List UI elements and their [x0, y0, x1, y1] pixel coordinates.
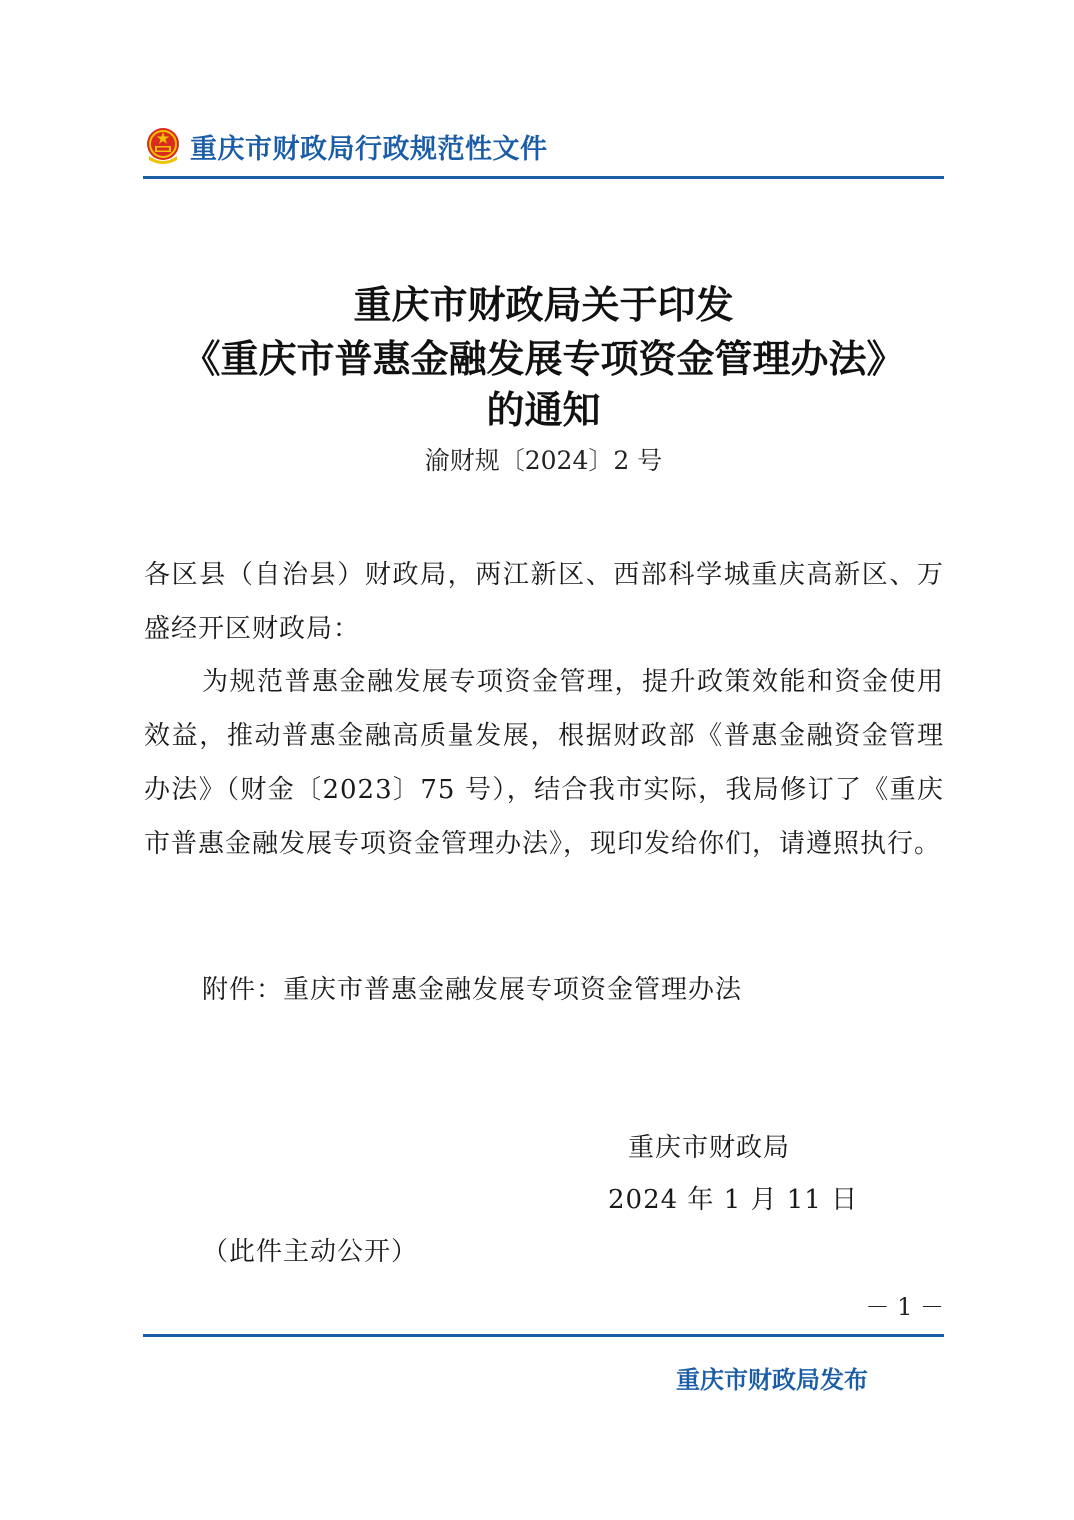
- header-divider: [143, 176, 944, 179]
- body-paragraph: 为规范普惠金融发展专项资金管理，提升政策效能和资金使用效益，推动普惠金融高质量发展，根据财政部《普惠金融资金管理办法》（财金〔2023〕75 号），结合我市实际，我局修订了《重庆市普惠金融发展专项资金管理办法》，现印发给你们，请遵照执行。: [144, 667, 944, 859]
- addressee: 各区县（自治县）财政局，两江新区、西部科学城重庆高新区、万盛经开区财政局：: [144, 560, 944, 644]
- document-number: 渝财规〔2024〕2 号: [424, 446, 663, 475]
- header-title: 重庆市财政局行政规范性文件: [190, 133, 548, 165]
- signature-organization: 重庆市财政局: [628, 1133, 791, 1163]
- public-disclosure-note: （此件主动公开）: [202, 1237, 419, 1267]
- footer-publisher: 重庆市财政局发布: [676, 1366, 868, 1394]
- national-emblem-icon: [144, 126, 182, 166]
- footer-divider: [143, 1334, 944, 1337]
- page-number: － 1 －: [865, 1293, 944, 1321]
- signature-date: 2024 年 1 月 11 日: [608, 1185, 859, 1215]
- document-title-line-2: 《重庆市普惠金融发展专项资金管理办法》: [182, 336, 905, 381]
- document-title-line-3: 的通知: [486, 387, 601, 432]
- document-title-line-1: 重庆市财政局关于印发: [353, 282, 734, 327]
- attachment-line: 附件：重庆市普惠金融发展专项资金管理办法: [202, 975, 743, 1005]
- document-header: [144, 124, 548, 168]
